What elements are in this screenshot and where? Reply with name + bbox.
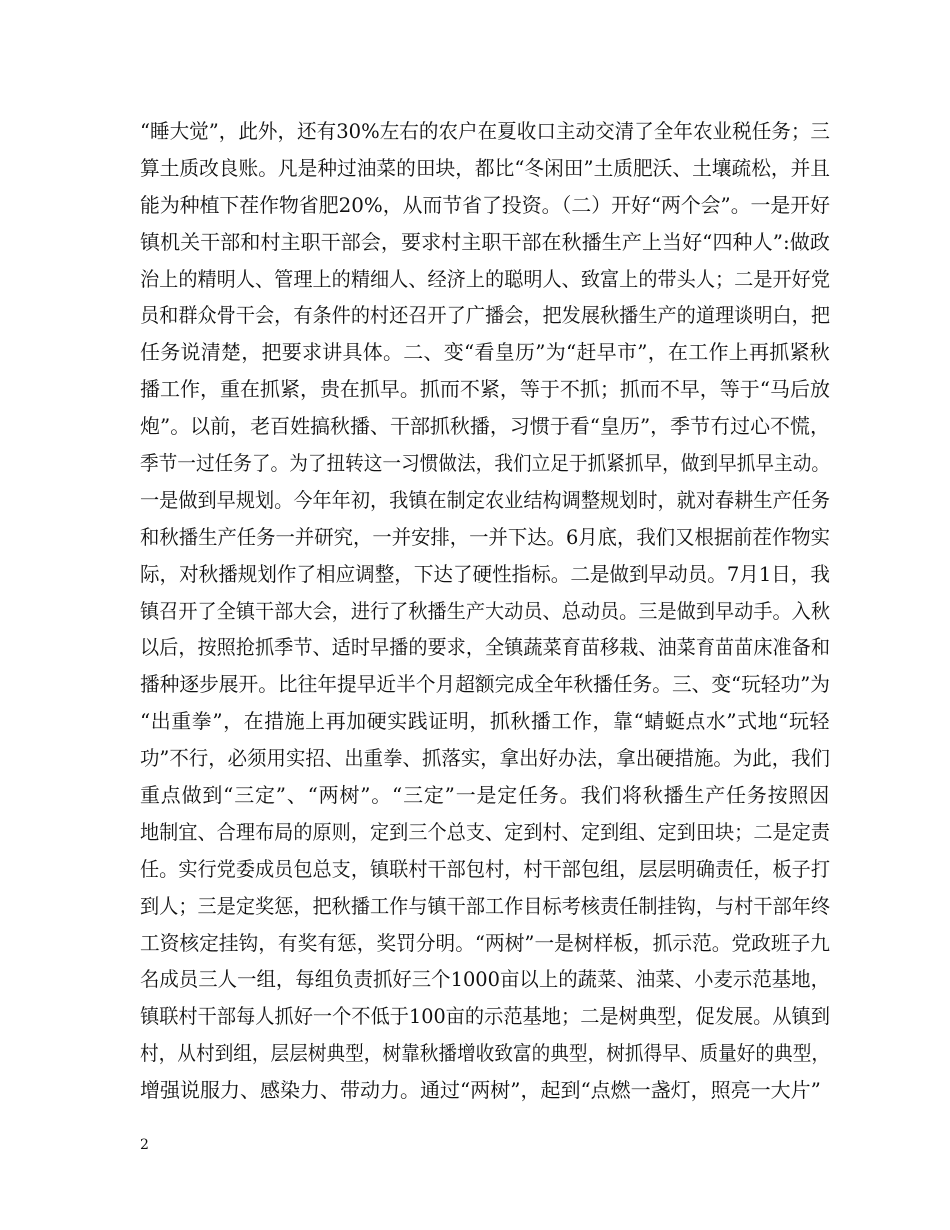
body-text — [140, 113, 830, 1109]
text-line-25: 镇联村干部每人抓好一个不低于100亩的示范基地；二是树典型，促发展。从镇到 — [140, 1004, 830, 1029]
text-line-8: 播工作，重在抓紧，贵在抓早。抓而不紧，等于不抓；抓而不早，等于“马后放 — [140, 377, 830, 402]
text-line-1: “睡大觉”，此外，还有30%左右的农户在夏收口主动交清了全年农业税任务；三 — [140, 119, 830, 143]
text-line-24: 名成员三人一组，每组负责抓好三个1000亩以上的蔬菜、油菜、小麦示范基地， — [140, 967, 830, 992]
text-line-22: 到人；三是定奖惩，把秋播工作与镇干部工作目标考核责任制挂钩，与村干部年终 — [140, 893, 830, 918]
text-line-10: 季节一过任务了。为了扭转这一习惯做法，我们立足于抓紧抓早，做到早抓早主动。 — [140, 451, 830, 476]
text-line-5: 治上的精明人、管理上的精细人、经济上的聪明人、致富上的带头人；二是开好党 — [140, 266, 830, 291]
page-number: 2 — [140, 1137, 149, 1153]
text-line-21: 任。实行党委成员包总支，镇联村干部包村，村干部包组，层层明确责任，板子打 — [140, 856, 830, 881]
text-line-18: 功”不行，必须用实招、出重拳、抓落实，拿出好办法，拿出硬措施。为此，我们 — [140, 746, 830, 771]
text-line-19: 重点做到“三定”、“两树”。“三定”一是定任务。我们将秋播生产任务按照因 — [140, 783, 830, 808]
text-line-15: 以后，按照抢抓季节、适时早播的要求，全镇蔬菜育苗移栽、油菜育苗苗床准备和 — [140, 635, 830, 660]
text-line-23: 工资核定挂钩，有奖有惩，奖罚分明。“两树”一是树样板，抓示范。党政班子九 — [140, 930, 830, 955]
text-line-14: 镇召开了全镇干部大会，进行了秋播生产大动员、总动员。三是做到早动手。入秋 — [140, 598, 830, 623]
text-line-9: 炮”。以前，老百姓搞秋播、干部抓秋播，习惯于看“皇历”，季节冇过心不慌， — [140, 414, 830, 439]
text-line-2: 算土质改良账。凡是种过油菜的田块，都比“冬闲田”土质肥沃、土壤疏松，并且 — [140, 155, 830, 180]
text-line-20: 地制宜、合理布局的原则，定到三个总支、定到村、定到组、定到田块；二是定责 — [140, 819, 830, 844]
text-line-4: 镇机关干部和村主职干部会，要求村主职干部在秋播生产上当好“四种人”:做政 — [140, 229, 830, 254]
text-line-13: 际，对秋播规划作了相应调整，下达了硬性指标。二是做到早动员。7月1日，我 — [140, 561, 830, 586]
text-line-7: 任务说清楚，把要求讲具体。二、变“看皇历”为“赶早市”，在工作上再抓紧秋 — [140, 340, 830, 365]
text-line-11: 一是做到早规划。今年年初，我镇在制定农业结构调整规划时，就对春耕生产任务 — [140, 487, 830, 512]
text-line-26: 村，从村到组，层层树典型，树靠秋播增收致富的典型，树抓得早、质量好的典型， — [140, 1041, 830, 1066]
text-line-6: 员和群众骨干会，有条件的村还召开了广播会，把发展秋播生产的道理谈明白，把 — [140, 303, 830, 328]
text-line-27: 增强说服力、感染力、带动力。通过“两树”，起到“点燃一盏灯，照亮一大片” — [140, 1078, 821, 1103]
text-line-3: 能为种植下茬作物省肥20%，从而节省了投资。（二）开好“两个会”。一是开好 — [140, 192, 830, 217]
text-line-16: 播种逐步展开。比往年提早近半个月超额完成全年秋播任务。三、变“玩轻功”为 — [140, 672, 830, 697]
text-line-12: 和秋播生产任务一并研究，一并安排，一并下达。6月底，我们又根据前茬作物实 — [140, 524, 830, 549]
text-line-17: “出重拳”，在措施上再加硬实践证明，抓秋播工作，靠“蜻蜓点水”式地“玩轻 — [140, 709, 830, 734]
